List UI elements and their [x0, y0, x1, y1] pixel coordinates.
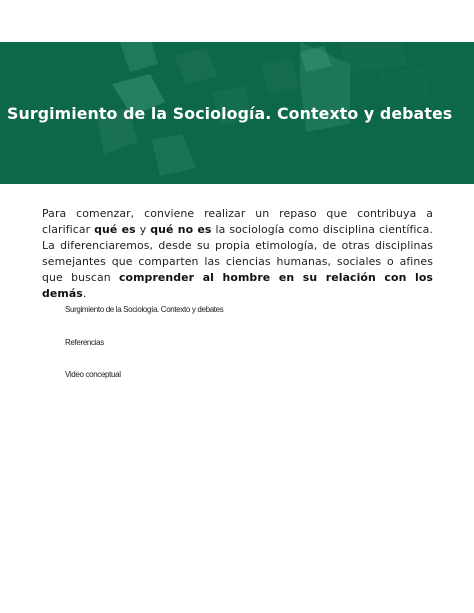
intro-text: .	[82, 287, 87, 300]
intro-emphasis: qué es	[94, 223, 136, 236]
link-video-conceptual[interactable]: Video conceptual	[65, 370, 121, 379]
link-surgimiento[interactable]: Surgimiento de la Sociología. Contexto y debates	[65, 305, 224, 314]
page-title: Surgimiento de la Sociología. Contexto y debates	[7, 104, 453, 123]
intro-text: la sociología como disciplina científica. La diferenciaremos, desde su propia etimología, de otras disciplinas semejantes que comparten las ciencias humanas, sociales o afines que buscan	[42, 223, 433, 284]
intro-paragraph	[42, 206, 433, 302]
intro-emphasis: qué no es	[150, 223, 212, 236]
header-banner	[0, 42, 474, 184]
intro-emphasis: comprender al hombre en su relación con los demás	[42, 271, 433, 300]
intro-text: y	[135, 223, 151, 236]
link-referencias[interactable]: Referencias	[65, 338, 104, 347]
intro-text: Para comenzar, conviene realizar un repaso que contribuya a clarificar	[42, 207, 433, 236]
